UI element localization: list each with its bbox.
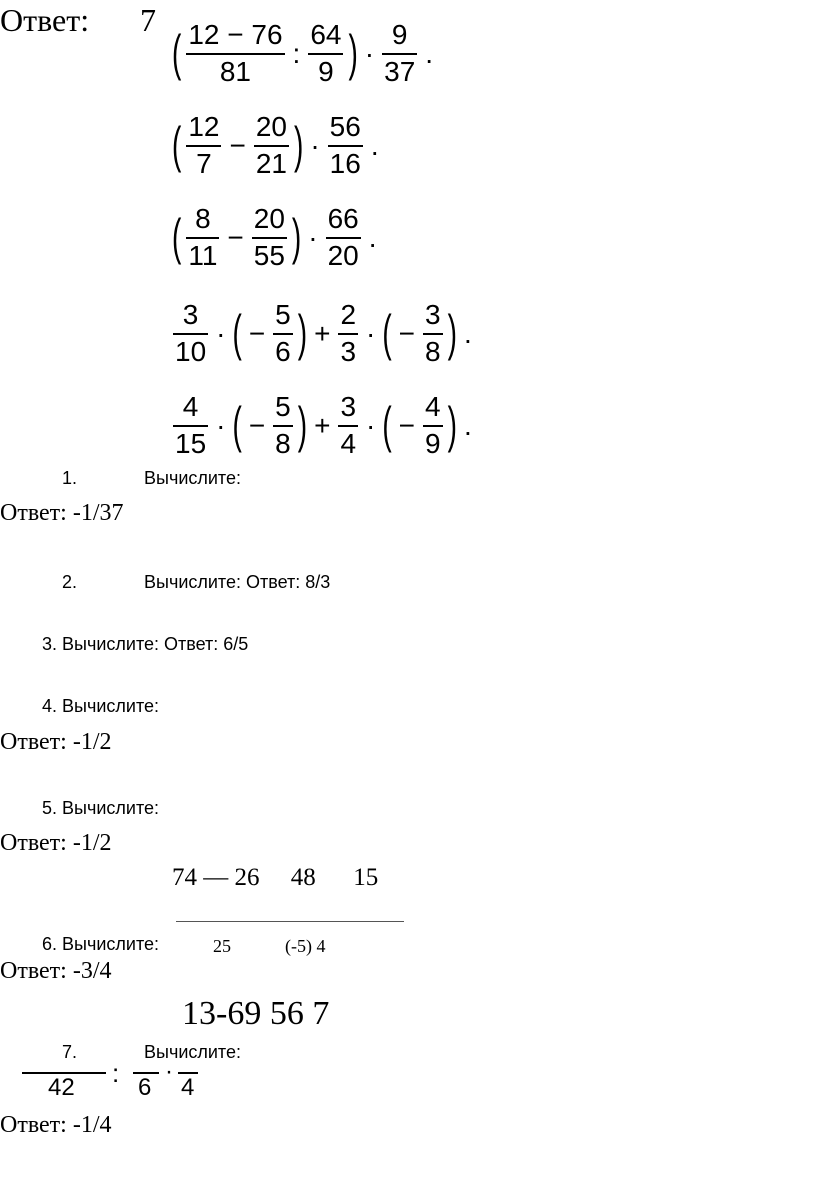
operator: − (227, 221, 244, 253)
paren-close: ) (294, 116, 304, 173)
fraction: $\frac{4}{9}$ (425, 391, 441, 459)
paren-open: ( (232, 396, 242, 453)
operator: + (314, 317, 331, 349)
period: . (368, 221, 377, 253)
item-2-number: 2. (62, 572, 78, 592)
operator: · (366, 317, 376, 349)
operator: − (229, 129, 246, 161)
formula-4 (170, 300, 477, 368)
paren-close: ) (291, 208, 302, 265)
item-7-denominator-3: 4 (181, 1074, 195, 1101)
item-7-denominator-2: 6 (138, 1074, 152, 1101)
answer-6: Ответ: -3/4 (0, 958, 112, 984)
fraction: $\frac{12 - 76}{81}$ (188, 19, 283, 87)
item-3-text: 3. Вычислите: Ответ: 6/5 (42, 634, 249, 654)
paren-close: ) (447, 396, 457, 453)
item-7-text: Вычислите: (144, 1042, 241, 1062)
fraction: $\frac{5}{8}$ (275, 391, 291, 459)
item-7-number: 7. (62, 1042, 78, 1062)
paren-open: ( (232, 304, 242, 361)
operator: · (216, 317, 226, 349)
item-7-dot: · (165, 1058, 173, 1085)
paren-open: ( (382, 304, 392, 361)
fraction: $\frac{8}{11}$ (188, 203, 218, 271)
item-7-denominator-1: 42 (48, 1074, 75, 1101)
period: . (463, 317, 472, 349)
fraction: $\frac{3}{8}$ (425, 299, 441, 367)
formula-3 (170, 204, 382, 272)
answer-7: Ответ: -1/4 (0, 1112, 112, 1138)
operator: : (292, 37, 301, 69)
paren-open: ( (172, 24, 182, 81)
formula-5 (170, 392, 477, 460)
answer-1: Ответ: -1/37 (0, 500, 124, 526)
fraction: $\frac{12}{7}$ (188, 111, 220, 179)
answer-4: Ответ: -1/2 (0, 729, 112, 755)
operator: − (248, 409, 266, 441)
period: . (425, 37, 434, 69)
operator: · (366, 409, 376, 441)
fraction: $\frac{4}{15}$ (175, 391, 207, 459)
fraction: $\frac{3}{10}$ (175, 299, 207, 367)
fraction: $\frac{20}{21}$ (255, 111, 287, 179)
item-2-text: Вычислите: Ответ: 8/3 (144, 572, 331, 592)
paren-open: ( (382, 396, 392, 453)
fraction: $\frac{3}{4}$ (340, 391, 357, 459)
item-7-numerators: 13-69 56 7 (182, 995, 330, 1032)
operator: − (398, 409, 416, 441)
paren-close: ) (447, 304, 457, 361)
fraction: $\frac{56}{16}$ (329, 111, 361, 179)
operator: − (398, 317, 416, 349)
fraction: $\frac{64}{9}$ (310, 19, 342, 87)
operator: · (308, 221, 318, 253)
paren-close: ) (297, 304, 308, 361)
formula-1 (170, 20, 438, 88)
formula-2 (170, 112, 384, 180)
paren-open: ( (172, 208, 182, 265)
item-6-denominator-b: (-5) 4 (285, 936, 326, 956)
item-6-numerators: 74 — 26 48 15 (172, 864, 379, 891)
paren-close: ) (297, 396, 308, 453)
item-1-number: 1. (62, 468, 78, 488)
item-4-text: 4. Вычислите: (42, 696, 159, 716)
fraction: $\frac{20}{55}$ (253, 203, 285, 271)
operator: + (314, 409, 331, 441)
header-answer-value: 7 (140, 2, 156, 38)
period: . (370, 129, 379, 161)
operator: − (248, 317, 266, 349)
answer-5: Ответ: -1/2 (0, 830, 112, 856)
header-answer-label: Ответ: (0, 2, 90, 38)
item-1-text: Вычислите: (144, 468, 241, 488)
operator: · (310, 129, 320, 161)
fraction: $\frac{5}{6}$ (275, 299, 291, 367)
paren-open: ( (172, 116, 182, 173)
period: . (463, 409, 472, 441)
item-7-colon: : (112, 1058, 120, 1088)
fraction: $\frac{2}{3}$ (340, 299, 357, 367)
item-6-fraction-bar (176, 921, 404, 922)
paren-close: ) (348, 24, 358, 81)
item-5-text: 5. Вычислите: (42, 798, 159, 818)
fraction: $\frac{66}{20}$ (327, 203, 359, 271)
operator: · (364, 37, 375, 69)
item-6-denominator-a: 25 (213, 936, 231, 956)
item-6-text: 6. Вычислите: (42, 934, 159, 954)
fraction: $\frac{9}{37}$ (384, 19, 416, 87)
operator: · (216, 409, 226, 441)
